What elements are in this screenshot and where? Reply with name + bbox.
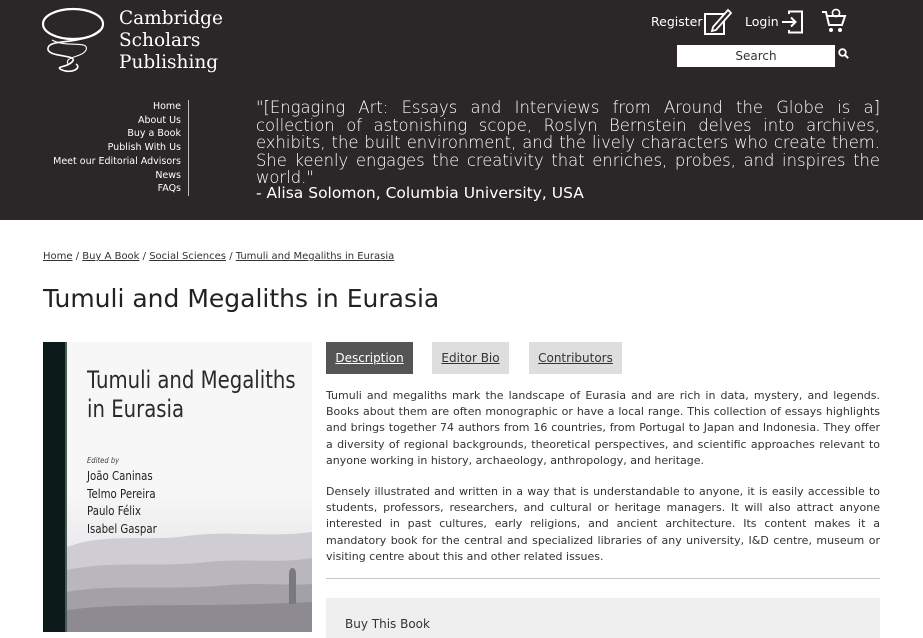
breadcrumb-buy-a-book[interactable]: Buy A Book	[82, 251, 140, 262]
page-title: Tumuli and Megaliths in Eurasia	[43, 284, 440, 313]
logo-line: Cambridge	[119, 8, 223, 29]
buy-section-title: Buy This Book	[345, 617, 430, 631]
cover-title-line: Tumuli and Megaliths	[87, 366, 296, 394]
site-logo[interactable]	[42, 4, 242, 76]
login-icon	[781, 10, 805, 34]
cover-title	[87, 366, 296, 424]
buy-section	[326, 598, 880, 638]
nav-item-about-us[interactable]: About Us	[137, 114, 181, 126]
breadcrumb	[43, 251, 394, 262]
tab-description[interactable]: Description	[326, 342, 413, 374]
description-paragraph: Tumuli and megaliths mark the landscape of Eurasia and are rich in data, mystery, and legends. Books about them are often monographic or have a local range. This collection of essays highlights and brings together 74 authors from 16 countries, from Portugal to Japan and Indonesia. They offer a diversity of regional backgrounds, theoretical perspectives, and scientific approaches relevant to anyone working in history, archaeology, anthropology, and heritage.	[326, 389, 880, 467]
breadcrumb-separator: /	[226, 251, 236, 262]
nav-item-buy-a-book[interactable]: Buy a Book	[127, 128, 181, 140]
nav-item-editorial-advisors[interactable]: Meet our Editorial Advisors	[53, 155, 181, 167]
cart-link[interactable]	[820, 7, 848, 38]
testimonial-author: - Alisa Solomon, Columbia University, USA	[256, 184, 584, 202]
cover-editor-name: Isabel Gaspar	[87, 521, 157, 536]
cover-editor-name: Telmo Pereira	[87, 486, 156, 501]
description-paragraph: Densely illustrated and written in a way that is understandable to anyone, it is easily accessible to students, professors, researchers, and cultural or heritage managers. It will also attract anyone interested in past cultures, early religions, and ancient architecture. Its content makes it a mandatory book for the central and specialized libraries of any university, I&D centre, museum or visiting centre about this and other related issues.	[326, 485, 880, 563]
breadcrumb-home[interactable]: Home	[43, 251, 73, 262]
cover-title-line: in Eurasia	[87, 395, 185, 423]
tab-contributors[interactable]: Contributors	[529, 342, 622, 374]
cover-editors	[87, 468, 157, 538]
section-divider	[326, 578, 880, 579]
breadcrumb-current[interactable]: Tumuli and Megaliths in Eurasia	[235, 251, 395, 262]
logo-line: Publishing	[119, 52, 219, 73]
breadcrumb-separator: /	[72, 251, 83, 262]
search-icon[interactable]	[838, 48, 849, 59]
edit-icon	[703, 7, 733, 37]
cover-editor-name: Paulo Félix	[87, 504, 142, 518]
nav-item-news[interactable]: News	[155, 169, 181, 181]
search-input[interactable]	[677, 45, 835, 67]
tab-editor-bio[interactable]: Editor Bio	[432, 342, 509, 374]
cover-edited-by: Edited by	[87, 456, 120, 465]
side-nav	[40, 100, 189, 196]
logo-text	[119, 8, 223, 74]
book-cover	[43, 342, 312, 632]
login-label: Login	[745, 14, 779, 29]
cart-icon	[820, 7, 848, 35]
book-description	[326, 388, 880, 580]
breadcrumb-social-sciences[interactable]: Social Sciences	[149, 251, 227, 262]
cover-editor-name: João Caninas	[87, 469, 153, 483]
nav-item-publish-with-us[interactable]: Publish With Us	[107, 142, 181, 154]
logo-line: Scholars	[119, 30, 201, 51]
breadcrumb-separator: /	[139, 251, 150, 262]
nav-item-home[interactable]: Home	[152, 101, 181, 112]
testimonial-quote: "[Engaging Art: Essays and Interviews from Around the Globe is a] collection of astonishing scope, Roslyn Bernstein delves into archives, exhibits, the built environment, and the lively characters who create them. She keenly engages the creativity that enriches, probes, and inspires the world."	[256, 98, 880, 187]
nav-item-faqs[interactable]: FAQs	[157, 183, 181, 195]
logo-swirl-icon	[42, 4, 114, 76]
site-header	[0, 0, 923, 220]
cover-spine	[43, 342, 65, 632]
register-label: Register	[651, 14, 703, 29]
